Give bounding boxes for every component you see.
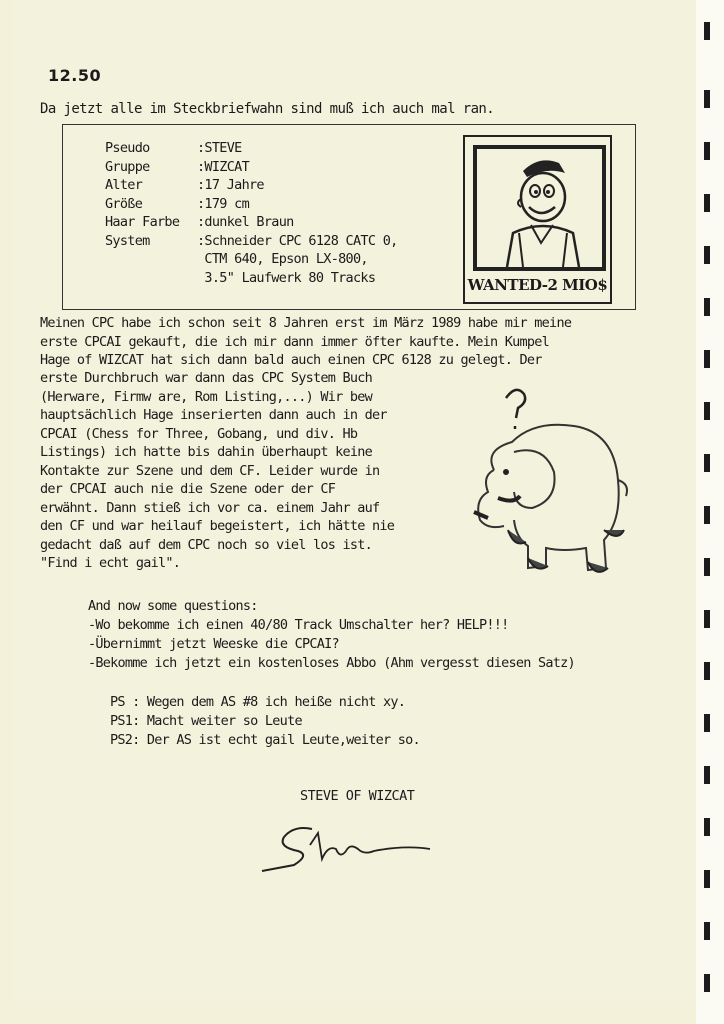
profile-label xyxy=(105,250,197,269)
text-line: erwähnt. Dann stieß ich vor ca. einem Jahr auf xyxy=(40,499,380,516)
perforation-mark xyxy=(704,90,710,108)
profile-label: System xyxy=(105,232,150,249)
ps-item: PS : Wegen dem AS #8 ich heiße nicht xy. xyxy=(110,694,406,710)
profile-row xyxy=(105,213,398,232)
profile-value: :dunkel Braun xyxy=(197,214,294,230)
text-line: Meinen CPC habe ich schon seit 8 Jahren erst im März 1989 habe mir meine xyxy=(40,315,572,331)
text-line: (Herware, Firmw are, Rom Listing,...) Wir bew xyxy=(40,388,372,405)
body-paragraph-narrow xyxy=(40,369,440,573)
perforation-mark xyxy=(704,974,710,992)
question-item: -Übernimmt jetzt Weeske die CPCAI? xyxy=(88,636,339,652)
profile-label xyxy=(105,269,197,288)
profile-value: :STEVE xyxy=(197,140,242,156)
text-line: den CF und war heilauf begeistert, ich hätte nie xyxy=(40,518,395,534)
profile-row xyxy=(105,139,398,158)
cartoon-face-icon xyxy=(477,149,602,267)
perforation-mark xyxy=(704,22,710,40)
profile-label: Haar Farbe xyxy=(105,214,180,230)
profile-value: CTM 640, Epson LX-800, xyxy=(197,251,368,267)
profile-row xyxy=(105,250,398,269)
perforation-mark xyxy=(704,246,710,264)
wanted-portrait-frame xyxy=(473,145,606,271)
profile-row xyxy=(105,195,398,214)
text-line: Hage of WIZCAT hat sich dann bald auch einen CPC 6128 zu gelegt. Der xyxy=(40,352,542,368)
perforation-mark xyxy=(704,766,710,784)
perforation-mark xyxy=(704,194,710,212)
wanted-poster xyxy=(463,135,612,304)
wanted-caption: WANTED-2 MIO$ xyxy=(467,276,608,294)
text-line: der CPCAI auch nie die Szene oder der CF xyxy=(40,481,336,497)
question-item: -Wo bekomme ich einen 40/80 Track Umschalter her? HELP!!! xyxy=(88,617,509,633)
text-line: CPCAI (Chess for Three, Gobang, und div. Hb xyxy=(40,425,358,442)
profile-label: Alter xyxy=(105,177,143,193)
ps-item: PS2: Der AS ist echt gail Leute,weiter so. xyxy=(110,732,420,748)
text-line: gedacht daß auf dem CPC noch so viel los ist. xyxy=(40,536,372,553)
perforation-mark xyxy=(704,454,710,472)
perforation-mark xyxy=(704,662,710,680)
profile-table xyxy=(105,139,398,287)
text-line: erste CPCAI gekauft, die ich mir dann immer öfter kaufte. Mein Kumpel xyxy=(40,333,550,350)
profile-label: Gruppe xyxy=(105,158,150,175)
elephant-icon xyxy=(454,380,634,600)
text-line: Listings) ich hatte bis dahin überhaupt keine xyxy=(40,444,372,460)
profile-row xyxy=(105,232,398,251)
perforation-mark xyxy=(704,922,710,940)
profile-row xyxy=(105,269,398,288)
text-line: "Find i echt gail". xyxy=(40,555,181,571)
profile-value: 3.5" Laufwerk 80 Tracks xyxy=(197,269,376,286)
perforation-mark xyxy=(704,506,710,524)
perforation-strip xyxy=(696,0,724,1024)
perforation-mark xyxy=(704,142,710,160)
perforation-mark xyxy=(704,402,710,420)
perforation-mark xyxy=(704,870,710,888)
profile-row xyxy=(105,176,398,195)
profile-box xyxy=(62,124,636,310)
perforation-mark xyxy=(704,350,710,368)
perforation-mark xyxy=(704,818,710,836)
text-line: Kontakte zur Szene und dem CF. Leider wurde in xyxy=(40,462,380,479)
questions-list xyxy=(88,597,575,673)
intro-line: Da jetzt alle im Steckbriefwahn sind muß ich auch mal ran. xyxy=(40,101,495,117)
signoff: STEVE OF WIZCAT xyxy=(300,788,415,804)
profile-value: :179 cm xyxy=(197,195,249,212)
scanned-page xyxy=(14,0,697,1000)
text-line: erste Durchbruch war dann das CPC System Buch xyxy=(40,370,372,386)
profile-label: Pseudo xyxy=(105,140,150,156)
question-item: -Bekomme ich jetzt ein kostenloses Abbo (Ahm vergesst diesen Satz) xyxy=(88,655,575,671)
profile-value: :17 Jahre xyxy=(197,177,264,193)
questions-heading: And now some questions: xyxy=(88,598,258,614)
ps-list xyxy=(110,693,420,750)
perforation-mark xyxy=(704,298,710,316)
body-paragraph-wide xyxy=(40,314,650,370)
page-number: 12.50 xyxy=(48,66,102,85)
perforation-mark xyxy=(704,714,710,732)
perforation-mark xyxy=(704,610,710,628)
ps-item: PS1: Macht weiter so Leute xyxy=(110,713,302,729)
text-line: hauptsächlich Hage inserierten dann auch in der xyxy=(40,407,387,423)
perforation-mark xyxy=(704,558,710,576)
profile-label: Größe xyxy=(105,195,143,212)
profile-row xyxy=(105,158,398,177)
handwritten-signature xyxy=(254,815,434,875)
profile-value: :Schneider CPC 6128 CATC 0, xyxy=(197,232,398,249)
profile-value: :WIZCAT xyxy=(197,158,249,175)
